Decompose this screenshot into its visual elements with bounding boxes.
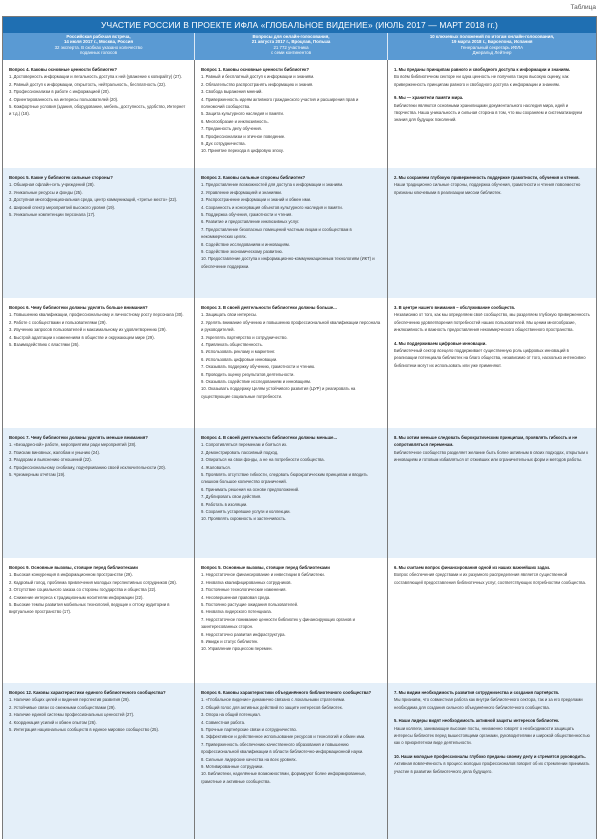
position-title: 7. Мы видим необходимость развития сотрудничества и создания партнёрств. (394, 690, 560, 695)
question-title: Вопрос 7. Чему библиотеки должны уделять меньше внимания? (9, 435, 148, 440)
question-title: Вопрос 4. В своей деятельности библиотеки должны меньше... (201, 435, 338, 440)
answer-item: 3. Опираться на свои фонды, а не на потребности сообщества. (201, 457, 325, 463)
cell-positions (388, 298, 596, 428)
answer-item: 2. Демонстрировать пассивный подход. (201, 449, 279, 455)
answer-item: 2. Поискам виновных, жалобам и унынию (24). (9, 449, 101, 455)
answer-item: 3. Раздорам и выяснению отношений (22). (9, 457, 92, 463)
key-position (394, 564, 590, 586)
answer-item: 6. Развитие и предоставление инклюзивных услуг. (201, 219, 300, 225)
answer-item: 7. Недостаточное понимание ценности библиотек у финансирующих органов и заинтересованных сторон. (201, 616, 356, 630)
answer-item: 8. Работать в изоляции. (201, 501, 248, 507)
table-row (3, 683, 596, 839)
key-position (394, 304, 590, 334)
position-text: Наши традиционно сильные стороны, поддержка обучения, грамотности и чтения повсеместно признаны ключевыми в реализации миссии библиотек. (394, 182, 581, 195)
answer-item: 4. Ориентированность на интересы пользователей (20). (9, 96, 119, 102)
answer-item: 3. Постоянные технологические изменения. (201, 587, 287, 593)
position-text: Библиотечное сообщество разделяет желание быть более активным в своих подходах, открытым к инновациям и готовым избавляться от отживших или ограничительных форм и методов работы. (394, 449, 589, 463)
key-position (394, 717, 590, 747)
answer-item: 4. Приверженность идеям активного гражданского участия и расширения прав и полномочий сообщества. (201, 96, 359, 110)
answer-item: 4. Несовершенная правовая среда. (201, 594, 271, 600)
position-title: 10. Наши молодые профессионалы глубоко преданы своему делу и стремятся руководить. (394, 753, 586, 759)
answer-item: 8. Проводить оценку результатов деятельности. (201, 371, 295, 377)
answer-item: 6. Использовать цифровые инновации. (201, 356, 278, 362)
question-title: Вопрос 2. Каковы сильные стороны библиотек? (201, 175, 306, 180)
cell-russia (3, 428, 195, 558)
answer-item: 7. Предоставление безопасных помещений частным лицам и сообществам в некоммерческих целях. (201, 226, 352, 240)
cell-online (195, 298, 388, 428)
question-title: Вопрос 6. Чему библиотеки должны уделять больше внимания? (9, 305, 148, 310)
answer-item: 3. Изучению запросов пользователей и максимальному их удовлетворению (29). (9, 327, 167, 333)
answer-item: 3. Профессионализм в работе с информацией (20). (9, 89, 110, 95)
table-row (3, 298, 596, 428)
position-title: 5. Наши лидеры видят необходимость активной защиты интересов библиотек. (394, 718, 560, 724)
answer-item: 4. Привлекать общественность. (201, 342, 263, 348)
answer-item: 5. Защита культурного наследия и памяти. (201, 111, 285, 117)
answer-item: 5. Взаимодействию с властями (26). (9, 342, 80, 348)
answer-item: 9. Мотивированные сотрудники. (201, 764, 264, 770)
answer-item: 2. Управление информацией и знаниями. (201, 189, 282, 195)
answer-item: 2. Кадровый голод, проблема привлечения молодых перспективных сотрудников (26). (9, 579, 177, 585)
answer-item: 3. Укреплять партнёрство и сотрудничество. (201, 334, 288, 340)
answer-item: 1. Защищать свои интересы. (201, 312, 258, 318)
answer-item: 2. Уникальные ресурсы и фонды (25). (9, 189, 83, 195)
answer-item: 1. Равный и бесплатный доступ к информации и знаниям. (201, 74, 315, 80)
answer-item: 4. Снижение интереса к традиционным носителям информации (22). (9, 594, 144, 600)
answer-item: 8. Сильные лидерские качества на всех уровнях. (201, 756, 297, 762)
key-position (394, 66, 590, 88)
answer-item: 1. Повышению квалификации, профессиональному и личностному росту персонала (30). (9, 312, 184, 318)
position-title: 8. Мы хотим меньше следовать бюрократическим принципам, проявлять гибкость и не сопротивляться переменам. (394, 435, 578, 448)
answer-item: 8. Содействие исследованиям и инновациям. (201, 241, 290, 247)
question-title: Вопрос 6. Каковы характеристики объединённого библиотечного сообщества? (201, 690, 372, 695)
answer-item: 2. Нехватка квалифицированных сотрудников. (201, 579, 292, 585)
header-line: поданных голосов (79, 50, 118, 56)
header-line: 21 августа 2017 г., Вроцлав, Польша (251, 39, 331, 45)
answer-item: 1. Недостаточное финансирование и инвестиции в библиотеки. (201, 572, 325, 578)
answer-item: 9. Дух сотрудничества. (201, 141, 246, 147)
position-text: Активная вовлечённость в процесс молодых профессионалов говорит об их стремлении принимать участие в развитии библиотечного дела будущего. (394, 761, 590, 774)
answer-item: 1. Наличие общих целей и видения перспектив развития (29). (9, 697, 130, 703)
key-position (394, 94, 590, 124)
cell-russia (3, 558, 195, 683)
answer-item: 1. Высокая конкуренция в информационном пространстве (29). (9, 572, 133, 578)
answer-item: 10. Управление процессом перемен. (201, 646, 273, 652)
header-line: 21 772 участника (273, 44, 309, 50)
answer-item: 2. Равный доступ к информации, открытость, нейтральность, бесплатность (22). (9, 81, 167, 87)
answer-item: 7. Преданность делу обучения. (201, 126, 262, 132)
question-title: Вопрос 3. В своей деятельности библиотеки должны больше... (201, 305, 337, 310)
key-position (394, 340, 590, 370)
cell-online (195, 60, 388, 168)
answer-item: 6. Многообразие и инклюзивность. (201, 118, 269, 124)
answer-item: 2. Уделять внимание обучению и повышению профессиональной квалификации персонала и руководителей. (201, 319, 381, 333)
answer-item: 5. Прочные партнёрские связи и сотрудничество. (201, 727, 297, 733)
answer-item: 5. Комфортные условия (здания, оборудование, мебель, доступность, удобство, Интернет и т.д.) (18). (9, 104, 186, 117)
column-header-online (195, 33, 388, 60)
header-line: с семи континентов (270, 50, 312, 56)
answer-item: 3. Отсутствие социального заказа со стороны государства и общества (22). (9, 587, 157, 593)
cell-online (195, 683, 388, 839)
table-caption: Таблица (570, 4, 596, 11)
cell-online (195, 428, 388, 558)
position-text: Библиотеки являются основными хранилищами документального наследия мира, идей и творчества. Наша уникальность и сильная сторона в том, что мы сохраняем и систематизируем знания для будущих поколений. (394, 102, 583, 123)
position-text: Библиотечный сектор всецело поддерживает существенную роль цифровых инноваций в реализации потенциала библиотек на благо общества, независимо от того, насколько интенсивно библиотеки могут их использовать или уже применяют. (394, 348, 586, 368)
answer-item: 4. Жаловаться. (201, 464, 231, 470)
answer-item: 1. «Глобальное видение» динамично связано с локальными стратегиями. (201, 697, 346, 703)
answer-item: 3. Доступная многофункциональная среда, центр коммуникаций, «третье место» (22). (9, 197, 178, 203)
answer-item: 4. Широкий спектр мероприятий высокого уровня (19). (9, 204, 116, 210)
header-line: Джеральд Лейтнер (472, 50, 512, 56)
cell-russia (3, 683, 195, 839)
cell-russia (3, 60, 195, 168)
answer-item: 5. Интеграция национальных сообществ в единое мировое сообщество (25). (9, 727, 160, 733)
position-title: 3. В центре нашего внимания – обслуживание сообществ. (394, 305, 516, 310)
header-line: 19 марта 2018 г., Барселона, Испания (451, 39, 533, 45)
answer-item: 4. Быстрой адаптации к изменениям в обществе и окружающем мире (29). (9, 334, 155, 340)
answer-item: 7. Дублировать свои действия. (201, 494, 262, 500)
answer-item: 10. Оказывать поддержку Целям устойчивого развития (ЦУР) и реагировать на существующие социальные потребности. (201, 386, 356, 399)
header-line: 10 ключевых положений по итогам онлайн-голосования, (429, 34, 555, 39)
answer-item: 9. Оказывать содействие исследованиям и инновациям. (201, 379, 312, 385)
question-title: Вопрос 12. Каковы характеристики единого библиотечного сообщества? (9, 690, 166, 695)
answer-item: 4. Сохранность и консервация объектов культурного наследия и памяти. (201, 204, 343, 210)
position-text: Во всём библиотечном секторе ни одна ценность не получила такую высокую оценку, как приверженность принципам равного и свободного доступа к информации и знаниям. (394, 74, 569, 87)
table-row (3, 60, 596, 168)
answer-item: 5. Использовать рекламу и маркетинг. (201, 349, 276, 355)
answer-item: 8. Профессионализм и этичное поведение. (201, 133, 286, 139)
answer-item: 9. Сохранять устаревшие услуги и коллекции. (201, 509, 291, 515)
header-line: Генеральный секретарь ИФЛА (460, 44, 524, 50)
answer-item: 10. Предоставление доступа к информационно-коммуникационным технологиям (ИКТ) и обеспечение поддержки. (201, 256, 375, 269)
answer-item: 6. Эффективное и действенное использование ресурсов и технологий и обмен ими. (201, 734, 366, 740)
key-position (394, 434, 590, 464)
answer-item: 1. Обширная офлайн-сеть учреждений (28). (9, 182, 95, 188)
answer-item: 5. Уникальные компетенции персонала (17). (9, 212, 96, 218)
answer-item: 4. Совместная работа. (201, 719, 246, 725)
answer-item: 1. «Безадресной» работе, мероприятиям ради мероприятий (28). (9, 442, 137, 448)
answer-item: 9. Содействие экономическому развитию. (201, 249, 283, 255)
table-row (3, 428, 596, 558)
comparison-table (2, 16, 597, 839)
column-header-positions (388, 33, 596, 60)
answer-item: 10. Принятие перехода в цифровую эпоху. (201, 148, 284, 154)
table-body (3, 60, 596, 839)
cell-russia (3, 298, 195, 428)
cell-online (195, 558, 388, 683)
header-line: Российская рабочая встреча, (66, 34, 131, 39)
cell-online (195, 168, 388, 298)
answer-item: 3. Опора на общий потенциал. (201, 712, 261, 718)
answer-item: 6. Нехватка лидерского потенциала. (201, 609, 272, 615)
key-position (394, 689, 590, 711)
header-line: 32 эксперта. В скобках указано количество (54, 44, 143, 50)
position-title: 1. Мы преданы принципам равного и свободного доступа к информации и знаниям. (394, 67, 571, 72)
position-text: Вопрос обеспечения средствами и их разумного распределения является существенной составляющей предоставления библиотечных услуг, соответствующих потребностям сообщества. (394, 572, 586, 585)
position-text: Независимо от того, как мы определяем своё сообщество, мы разделяем глубокую приверженность обеспечению удовлетворения потребностей наших пользователей. Мы ценим многообразие, инклюзивность и важность предоставления некоммерческого общественного пространства. (394, 312, 590, 333)
answer-item: 1. Предоставление возможностей для доступа к информации и знаниям. (201, 182, 344, 188)
position-text: Мы признаём, что совместная работа как внутри библиотечного сектора, так и за его пределами необходима для создания сильного объединённого библиотечного сообщества. (394, 697, 583, 710)
table-row (3, 558, 596, 683)
answer-item: 8. Недостаточно развитая инфраструктура. (201, 631, 286, 637)
table-title: УЧАСТИЕ РОССИИ В ПРОЕКТЕ ИФЛА «ГЛОБАЛЬНОЕ ВИДЕНИЕ» (ИЮЛЬ 2017 — МАРТ 2018 гг.) (3, 17, 596, 33)
answer-item: 2. Устойчивые связи со смежными сообществами (29). (9, 704, 116, 710)
answer-item: 2. Обязательство распространять информацию и знания. (201, 81, 314, 87)
answer-item: 5. Проявлять отсутствие гибкости, следовать бюрократическим принципам и вводить слишком большое количество ограничений. (201, 472, 368, 485)
header-line: 14 июля 2017 г., Москва, Россия (63, 39, 134, 45)
answer-item: 5. Поддержка обучения, грамотности и чтения. (201, 212, 293, 218)
question-title: Вопрос 5. Какие у библиотек сильные стороны? (9, 175, 113, 180)
answer-item: 3. Свобода выражения мнений. (201, 89, 263, 95)
position-text: Наши коллеги, занимающие высокие посты, неизменно говорят о необходимости защищать интересы библиотек перед вышестоящими органами, руководителями и широкой общественностью как о приоритетном виде деятельности. (394, 725, 590, 746)
answer-item: 4. Профессиональному снобизму, подчёркиванию своей исключительности (20). (9, 464, 166, 470)
key-position (394, 753, 590, 775)
answer-item: 10. Проявлять скромность и застенчивость. (201, 516, 287, 522)
answer-item: 10. Библиотеки, наделённые возможностями, формируют более информированные, грамотные и активные сообщества. (201, 771, 366, 784)
answer-item: 2. Работе с сообществами и пользователями (29). (9, 319, 107, 325)
answer-item: 9. Имидж и статус библиотек. (201, 639, 259, 645)
cell-russia (3, 168, 195, 298)
column-header-russia (3, 33, 195, 60)
answer-item: 3. Наличие единой системы профессиональных ценностей (27). (9, 712, 135, 718)
answer-item: 7. Приверженность обеспечению качественного образования и повышению профессиональной квалификации в области библиотечно-информационной науки. (201, 741, 364, 755)
question-title: Вопрос 4. Каковы основные ценности библиотек? (9, 67, 117, 72)
cell-positions (388, 168, 596, 298)
question-title: Вопрос 5. Основные вызовы, стоящие перед библиотеками (201, 565, 330, 570)
column-headers (3, 33, 596, 60)
answer-item: 5. Высокие темпы развития мобильных технологий, ведущие к оттоку аудитории в виртуальное пространство (17). (9, 602, 170, 615)
answer-item: 3. Распространение информации и знаний и обмен ими. (201, 197, 312, 203)
answer-item: 1. Достоверность информации и легальность доступа к ней (уважение к копирайту) (27). (9, 74, 182, 80)
key-position (394, 174, 590, 196)
header-line: Вопросы для онлайн-голосования, (252, 34, 330, 39)
cell-positions (388, 60, 596, 168)
answer-item: 5. Чрезмерным отчётам (19). (9, 472, 66, 478)
answer-item: 4. Координация усилий и обмен опытом (26). (9, 719, 97, 725)
question-title: Вопрос 1. Каковы основные ценности библиотек? (201, 67, 309, 72)
table-row (3, 168, 596, 298)
answer-item: 7. Оказывать поддержку обучению, грамотности и чтению. (201, 364, 316, 370)
answer-item: 2. Общий голос для активных действий по защите интересов библиотек. (201, 704, 343, 710)
cell-positions (388, 428, 596, 558)
answer-item: 1. Сопротивляться переменам и бояться их. (201, 442, 288, 448)
answer-item: 6. Принимать решения на основе предположений. (201, 486, 300, 492)
position-title: 6. Мы считаем вопрос финансирования одной из наших важнейших задач. (394, 565, 551, 570)
position-title: 4. Мы поддерживаем цифровые инновации. (394, 340, 487, 346)
answer-item: 5. Постоянно растущие ожидания пользователей. (201, 602, 299, 608)
cell-positions (388, 683, 596, 839)
question-title: Вопрос 9. Основные вызовы, стоящие перед библиотеками (9, 565, 138, 570)
position-title: 2. Мы сохраняем глубокую приверженность поддержке грамотности, обучения и чтения. (394, 175, 580, 180)
cell-positions (388, 558, 596, 683)
position-title: 9. Мы — хранители памяти мира. (394, 95, 464, 101)
